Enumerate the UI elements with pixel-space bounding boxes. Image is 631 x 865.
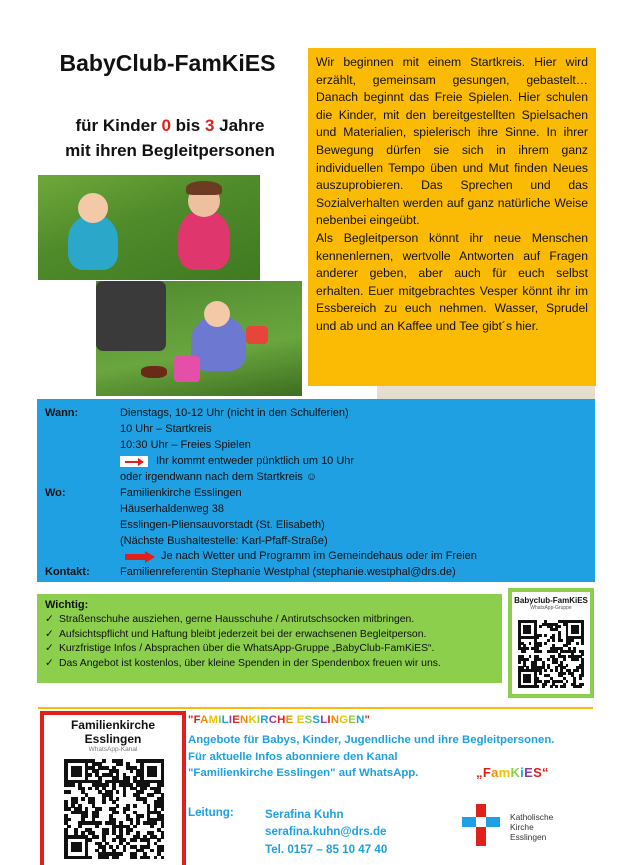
- checkmark-icon: ✓: [45, 628, 54, 640]
- subtitle-mid: bis: [170, 116, 205, 135]
- important-heading: Wichtig:: [45, 599, 89, 611]
- leitung-phone[interactable]: Tel. 0157 – 85 10 47 40: [265, 842, 388, 856]
- colored-letter: N: [240, 714, 249, 726]
- colored-letter: H: [277, 714, 286, 726]
- qr-channel-caption: WhatsApp-Kanal: [88, 746, 138, 753]
- leitung-label: Leitung:: [188, 806, 234, 819]
- colored-letter: S: [533, 765, 543, 780]
- leitung-name: Serafina Kuhn: [265, 808, 344, 821]
- subtitle-line2: mit ihren Begleitpersonen: [65, 141, 275, 160]
- famkies-logo-text: „FamKiES“: [476, 765, 549, 780]
- wo-line-3: Esslingen-Pliensauvorstadt (St. Elisabeth): [120, 519, 325, 531]
- colored-letter: C: [268, 714, 278, 726]
- page-title: BabyClub-FamKiES: [59, 50, 276, 76]
- colored-letter: L: [221, 714, 229, 726]
- qr-group-caption: WhatsApp-Gruppe: [530, 605, 572, 611]
- colored-letter: E: [524, 765, 534, 780]
- checkmark-icon: ✓: [45, 643, 54, 654]
- wann-line-3: 10:30 Uhr – Freies Spielen: [120, 439, 251, 451]
- photo-kids-on-grass: [38, 175, 260, 280]
- wo-line-1: Familienkirche Esslingen: [120, 487, 242, 499]
- important-box: [37, 594, 502, 683]
- description-box: [308, 48, 596, 386]
- description-paragraph-2: Als Begleitperson könnt ihr neue Menschen kennenlernen, wertvolle Antworten auf Fragen anderer geben, aber auch für euch selbst erhalten. Euer mitgebrachtes Vesper könnt ihr im Essbereich zu euch nehmen. Wasser, Sprudel und ab und an Kaffee und Tee gibt´s hier.: [316, 230, 588, 333]
- list-item: ✓ Aufsichtspflicht und Haftung bleibt jederzeit bei der erwachsenen Begleitperson.: [45, 628, 494, 643]
- age-to: 3: [204, 116, 215, 135]
- footer-line-2: Für aktuelle Infos abonniere den Kanal: [188, 750, 398, 763]
- qr-group-title: Babyclub-FamKiES: [514, 596, 588, 605]
- kontakt-label: Kontakt:: [45, 566, 90, 578]
- wann-line-1: Dienstags, 10-12 Uhr (nicht in den Schulferien): [120, 407, 349, 419]
- colored-letter: a: [491, 765, 499, 780]
- colored-letter: m: [498, 765, 511, 780]
- wann-line-4-row: [120, 454, 354, 470]
- footer-line-1: Angebote für Babys, Kinder, Jugendliche und ihre Begleitpersonen.: [188, 734, 555, 746]
- wann-label: Wann:: [45, 407, 79, 419]
- colored-letter: S: [304, 714, 313, 726]
- important-list: [45, 613, 494, 671]
- age-from: 0: [161, 116, 171, 135]
- list-item: ✓ Straßenschuhe ausziehen, gerne Hausschuhe / Antirutschsocken mitbringen.: [45, 613, 494, 628]
- familienkirche-colored-text: [194, 714, 365, 726]
- church-name: Katholische Kirche Esslingen: [510, 812, 554, 842]
- colored-letter: E: [232, 714, 241, 726]
- leitung-contact: [265, 806, 387, 858]
- checkmark-icon: ✓: [45, 614, 54, 625]
- colored-letter: I: [228, 714, 233, 726]
- colored-letter: G: [339, 714, 349, 726]
- colored-letter: K: [510, 765, 521, 780]
- colored-letter: I: [256, 714, 261, 726]
- wo-line-5: Je nach Wetter und Programm im Gemeindehaus oder im Freien: [161, 550, 477, 562]
- qr-code-icon[interactable]: [64, 759, 164, 859]
- church-cross-logo-icon: [462, 804, 500, 846]
- colored-letter: I: [218, 714, 222, 726]
- divider: [38, 707, 593, 709]
- page-subtitle: [30, 113, 310, 163]
- wann-line-4: Ihr kommt entweder pünktlich um 10 Uhr: [156, 455, 355, 467]
- checkmark-icon: ✓: [45, 657, 54, 669]
- description-paragraph-1: Wir beginnen mit einem Startkreis. Hier wird erzählt, gemeinsam gesungen, gebastelt… Danach beginnt das Freie Spielen. Hier schulen die Kinder, mit den bereitgestellten Spielsachen und Materialien, spielerisch ihre Sinne. In ihrer Bewegung dürfen sie sich in ihrem ganz individuellen Tempo üben und Mut finden Neues auszuprobieren. Das Sprechen und das Sozialverhalten werden auf ganz natürliche Weise nebenbei eingeübt.: [316, 55, 588, 228]
- qr-card-whatsapp-channel[interactable]: [40, 711, 186, 865]
- wo-line-2: Häuserhaldenweg 38: [120, 503, 224, 515]
- colored-letter: K: [248, 714, 257, 726]
- familienkirche-heading: "FAMILIENKIRCHE ESSLINGEN": [188, 714, 371, 726]
- colored-letter: E: [348, 714, 357, 726]
- subtitle-post: Jahre: [214, 116, 265, 135]
- colored-letter: S: [312, 714, 321, 726]
- colored-letter: F: [193, 714, 201, 726]
- colored-letter: M: [208, 714, 219, 726]
- qr-code-icon[interactable]: [518, 620, 584, 688]
- kontakt-line: Familienreferentin Stephanie Westphal (stephanie.westphal@drs.de): [120, 566, 456, 578]
- qr-card-whatsapp-group[interactable]: [508, 588, 594, 698]
- footer-line-3: "Familienkirche Esslingen" auf WhatsApp.: [188, 767, 419, 780]
- info-box: [37, 399, 595, 582]
- colored-letter: F: [482, 765, 492, 780]
- colored-letter: E: [296, 714, 305, 726]
- colored-letter: I: [327, 714, 331, 726]
- colored-letter: i: [520, 765, 525, 780]
- colored-letter: A: [200, 714, 209, 726]
- subtitle-pre: für Kinder: [75, 116, 162, 135]
- list-item: ✓ Das Angebot ist kostenlos, über kleine Spenden in der Spendenbox freuen wir uns.: [45, 657, 494, 672]
- wann-line-5: oder irgendwann nach dem Startkreis ☺: [120, 471, 318, 483]
- wo-label: Wo:: [45, 487, 66, 499]
- red-arrow-icon: [125, 551, 155, 562]
- arrow-right-icon: [120, 456, 148, 467]
- colored-letter: R: [260, 714, 269, 726]
- leitung-email[interactable]: serafina.kuhn@drs.de: [265, 825, 387, 839]
- wo-line-5-row: [125, 549, 477, 565]
- photo-child-playing-with-chestnuts: [96, 281, 302, 396]
- colored-letter: N: [330, 714, 340, 726]
- colored-letter: E: [285, 714, 294, 726]
- wo-line-4: (Nächste Bushaltestelle: Karl-Pfaff-Straße): [120, 535, 328, 547]
- colored-letter: N: [356, 714, 365, 726]
- colored-letter: L: [320, 714, 328, 726]
- list-item: ✓ Kurzfristige Infos / Absprachen über die WhatsApp-Gruppe „BabyClub-FamKiES“.: [45, 642, 494, 657]
- qr-channel-title: Familienkirche Esslingen: [70, 718, 156, 746]
- wann-line-2: 10 Uhr – Startkreis: [120, 423, 212, 435]
